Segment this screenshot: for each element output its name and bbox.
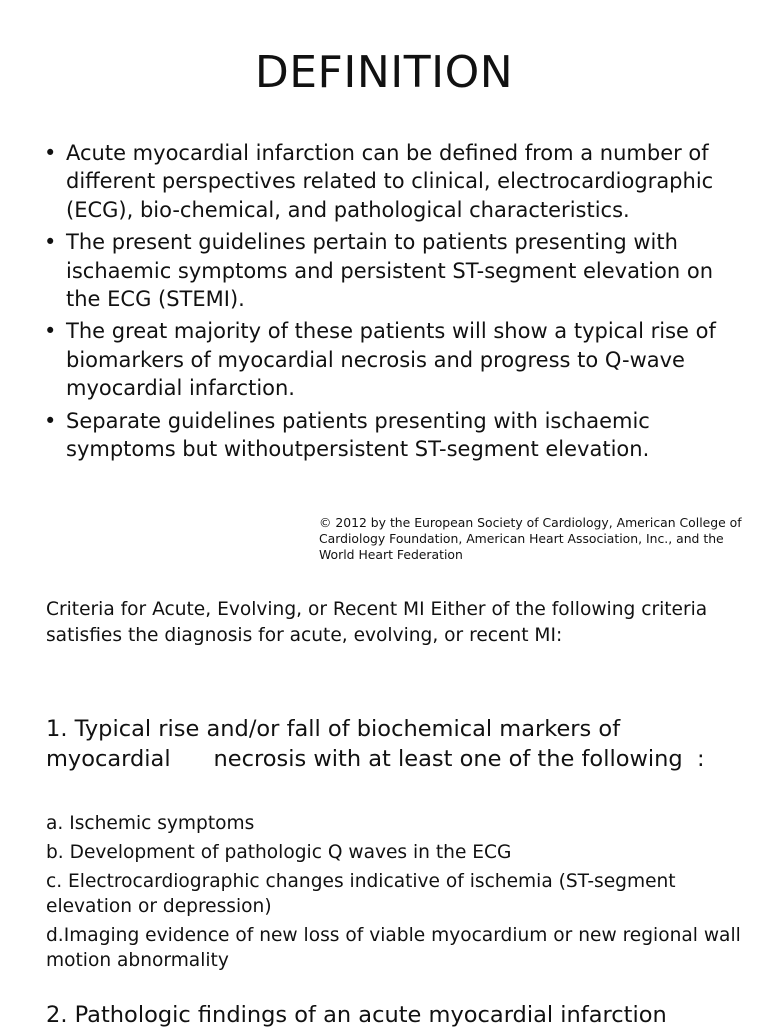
criterion-2: 2. Pathologic findings of an acute myocardial infarction xyxy=(46,1002,667,1028)
bullet-item xyxy=(44,317,744,402)
criterion-1: 1. Typical rise and/or fall of biochemical markers of myocardial necrosis with at least one of the following : xyxy=(46,716,705,772)
subitem: c. Electrocardiographic changes indicative of ischemia (ST-segment elevation or depression) xyxy=(46,871,676,917)
bullet-item xyxy=(44,407,744,464)
bullet-dot: • xyxy=(44,230,57,255)
criterion-subitem-list xyxy=(46,811,746,977)
bullet-text: Separate guidelines patients presenting with ischaemic symptoms but withoutpersistent ST-segment elevation. xyxy=(66,408,650,462)
bullet-dot: • xyxy=(44,319,57,344)
bullet-text: The present guidelines pertain to patients presenting with ischaemic symptoms and persistent ST-segment elevation on the ECG (STEMI). xyxy=(66,230,714,312)
bullet-item xyxy=(44,139,744,224)
bullet-dot: • xyxy=(44,141,57,165)
copyright-note: © 2012 by the European Society of Cardiology, American College of Cardiology Foundation, American Heart Association, Inc., and the World Heart Federation xyxy=(319,515,742,562)
subitem: a. Ischemic symptoms xyxy=(46,813,255,834)
bullet-text: The great majority of these patients will show a typical rise of biomarkers of myocardial necrosis and progress to Q-wave myocardial infarction. xyxy=(66,319,716,401)
subitem: b. Development of pathologic Q waves in the ECG xyxy=(46,842,512,863)
page-title: DEFINITION xyxy=(254,47,514,98)
bullet-dot: • xyxy=(44,408,57,433)
bullet-text: Acute myocardial infarction can be defined from a number of different perspectives related to clinical, electrocardiographic (ECG), bio-chemical, and pathological characteristics. xyxy=(66,141,714,222)
subitem: d.Imaging evidence of new loss of viable myocardium or new regional wall motion abnormality xyxy=(46,925,741,971)
bullet-item xyxy=(44,228,744,313)
definition-bullet-list xyxy=(44,139,744,467)
criteria-intro: Criteria for Acute, Evolving, or Recent MI Either of the following criteria satisfies the diagnosis for acute, evolving, or recent MI: xyxy=(46,599,708,646)
